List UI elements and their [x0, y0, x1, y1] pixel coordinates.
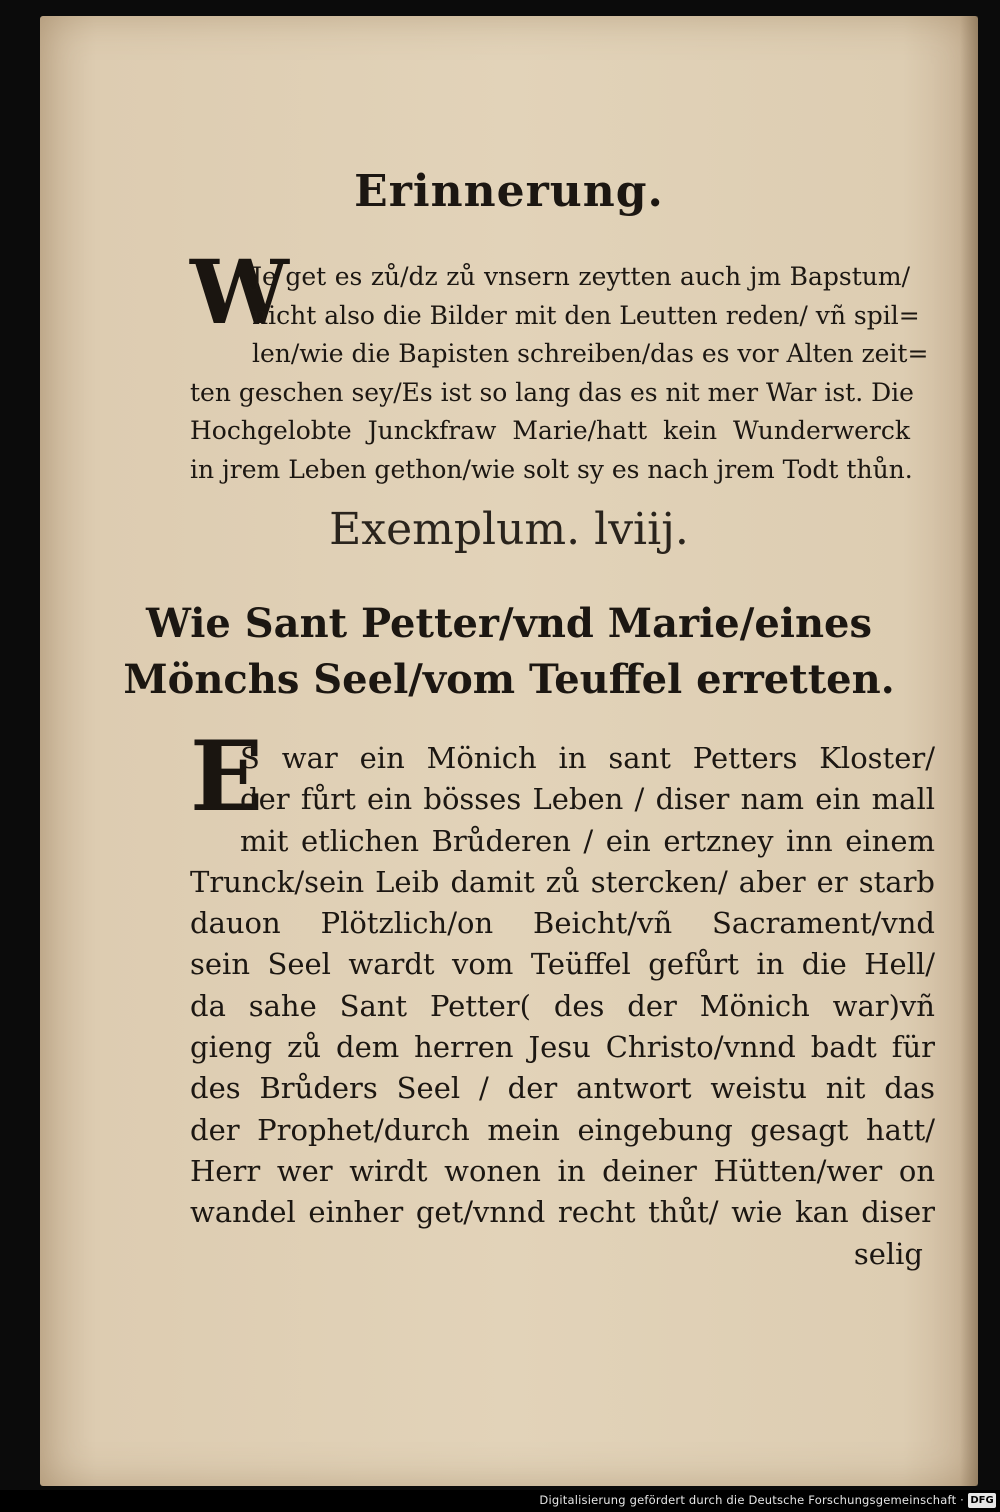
- text-line: ten geschen sey/Es ist so lang das es nit mer War ist. Die: [190, 377, 914, 407]
- catchword: selig: [853, 1236, 923, 1271]
- drop-cap-e: E: [190, 720, 264, 833]
- title-line: Mönchs Seel/vom Teuffel erretten.: [123, 656, 895, 703]
- footer-credit: Digitalisierung gefördert durch die Deutsche Forschungsgemeinschaft ·: [539, 1493, 964, 1507]
- text-line: Herr wer wirdt wonen in deiner Hütten/wer on: [190, 1153, 935, 1188]
- text-line: S war ein Mönich in sant Petters Kloster/: [240, 741, 935, 775]
- page-edge-shadow: [960, 16, 978, 1486]
- heading-erinnerung: Erinnerung.: [354, 166, 664, 217]
- title-line: Wie Sant Petter/vnd Marie/eines: [145, 600, 873, 647]
- text-line: der Prophet/durch mein eingebung gesagt hatt/: [190, 1112, 935, 1147]
- paragraph-erinnerung: [190, 258, 929, 489]
- text-line: sein Seel wardt vom Teüffel gefůrt in die Hell/: [190, 947, 935, 982]
- text-line: Trunck/sein Leib damit zů stercken/ aber er starb: [190, 864, 935, 899]
- text-line: dauon Plötzlich/on Beicht/vñ Sacrament/vnd: [190, 906, 935, 941]
- text-line: der fůrt ein bösses Leben / diser nam ein mall: [240, 782, 935, 817]
- book-page: [40, 16, 978, 1486]
- text-line: nicht also die Bilder mit den Leutten reden/ vñ spil=: [252, 300, 920, 330]
- drop-cap-w: W: [190, 240, 289, 344]
- text-line: mit etlichen Brůderen / ein ertzney inn einem: [240, 823, 935, 858]
- paragraph-exemplum: [190, 738, 935, 1275]
- text-line: da sahe Sant Petter( des der Mönich war)vñ: [190, 988, 935, 1023]
- footer-bar: [0, 1490, 1000, 1512]
- text-line: Hochgelobte Junckfraw Marie/hatt kein Wunderwerck: [190, 416, 910, 445]
- exemplum-title: [40, 596, 978, 708]
- text-line: Je get es zů/dz zů vnsern zeytten auch jm Bapstum/: [252, 262, 910, 291]
- text-line: len/wie die Bapisten schreiben/das es vor Alten zeit=: [252, 339, 929, 368]
- dfg-logo: DFG: [968, 1493, 996, 1508]
- text-line: des Brůders Seel / der antwort weistu nit das: [190, 1071, 935, 1106]
- text-line: gieng zů dem herren Jesu Christo/vnnd badt für: [190, 1030, 935, 1065]
- text-line: wandel einher get/vnnd recht thůt/ wie kan diser: [190, 1195, 935, 1230]
- heading-exemplum: Exemplum. lviij.: [329, 504, 689, 555]
- text-line: in jrem Leben gethon/wie solt sy es nach jrem Todt thůn.: [190, 454, 913, 484]
